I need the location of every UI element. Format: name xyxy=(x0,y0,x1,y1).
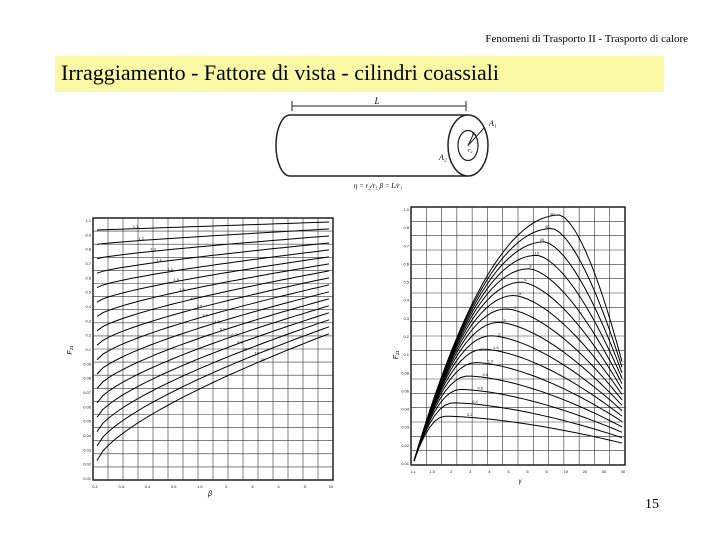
left-y-tick-label: 0.07 xyxy=(83,390,91,395)
right-y-tick-label: 0.02 xyxy=(401,442,409,448)
right-y-tick-label: 0.3 xyxy=(403,315,409,321)
left-y-tick-label: 0.2 xyxy=(85,332,91,338)
right-y-tick-label: 0.5 xyxy=(403,279,409,285)
left-curve-label: 8.0 xyxy=(237,339,243,345)
right-y-tick-label: 0.8 xyxy=(403,225,409,231)
right-curve-label: 1.5 xyxy=(493,344,499,350)
left-x-tick-label: 1.0 xyxy=(197,484,203,489)
right-x-tick-label: 1.5 xyxy=(429,469,435,474)
right-x-tick-label: 8 xyxy=(545,469,548,474)
left-curve-label: 3.0 xyxy=(202,312,208,318)
left-y-tick-label: 0.3 xyxy=(85,318,91,324)
left-y-tick-label: 0.9 xyxy=(85,232,91,238)
left-curve-label: 20 xyxy=(260,356,265,362)
left-chart-y-label: F₂₁ xyxy=(67,345,74,355)
right-x-tick-label: 30 xyxy=(601,469,607,474)
right-chart-y-ticks xyxy=(401,207,410,466)
left-y-tick-label: 1.1 xyxy=(85,218,91,223)
left-curve-label: 1.2 xyxy=(138,235,145,241)
slide-title: Irraggiamento - Fattore di vista - cilindri coassiali xyxy=(61,60,500,85)
left-y-tick-label: 0.5 xyxy=(85,289,91,295)
left-y-tick-label: 0.02 xyxy=(83,461,91,467)
course-header: Fenomeni di Trasporto II - Trasporto di calore xyxy=(485,33,688,45)
formula-label: η = r₂/r₁ β = L/r₁ xyxy=(353,182,403,190)
left-y-tick-label: 0.01 xyxy=(83,476,91,481)
left-y-tick-label: 0.04 xyxy=(83,433,91,438)
right-y-tick-label: 0.1 xyxy=(403,352,409,358)
right-y-tick-label: 0.03 xyxy=(401,424,409,430)
left-curve-label: 5.0 xyxy=(219,326,226,332)
left-curve-label: 2.5 xyxy=(196,303,203,309)
left-x-tick-label: 5 xyxy=(303,484,306,489)
left-y-tick-label: 0.7 xyxy=(85,261,91,266)
right-x-tick-label: 3 xyxy=(469,469,472,474)
left-curve-label: 12 xyxy=(254,350,260,356)
inner-area-label: A₂ xyxy=(439,153,447,162)
left-curve-label: 1.5 xyxy=(167,267,174,273)
right-curve-label: 10 xyxy=(534,250,540,256)
left-x-tick-label: 10 xyxy=(328,484,334,489)
right-curve-label: 8 xyxy=(529,263,532,269)
right-curve-label: 1.0 xyxy=(487,358,494,364)
right-curve-label: 3 xyxy=(503,317,506,323)
right-chart-x-label: γ xyxy=(518,479,522,485)
right-x-tick-label: 4 xyxy=(488,469,491,474)
right-curve-label: 5 xyxy=(519,291,522,297)
left-y-tick-label: 0.06 xyxy=(83,404,91,410)
right-x-tick-label: 40 xyxy=(620,469,626,474)
right-y-tick-label: 0.08 xyxy=(401,370,409,376)
left-curve-label: 4.0 xyxy=(214,318,220,324)
right-y-tick-label: 0.04 xyxy=(401,406,409,412)
page-number: 15 xyxy=(645,497,659,512)
left-x-tick-label: 0.5 xyxy=(170,484,177,489)
right-curve-label: 20 xyxy=(539,237,545,243)
right-curve-label: 0.2 xyxy=(467,412,473,418)
left-y-tick-label: 0.8 xyxy=(85,246,91,252)
right-y-tick-label: 0.6 xyxy=(403,261,409,267)
right-x-tick-label: 5 xyxy=(507,469,510,474)
right-y-tick-label: 0.4 xyxy=(403,297,409,303)
right-x-tick-label: 20 xyxy=(582,469,588,474)
right-chart-x-ticks xyxy=(410,469,626,474)
left-y-tick-label: 0.05 xyxy=(83,418,91,424)
left-curve-label: 2.0 xyxy=(190,294,197,300)
left-curve-label: 10 xyxy=(243,346,248,352)
right-x-tick-label: 2 xyxy=(450,469,453,474)
right-chart-y-label: F₁₁ xyxy=(393,350,400,360)
left-curve-label: 1.1 xyxy=(132,223,139,229)
right-curve-label: 2 xyxy=(498,331,501,337)
left-x-tick-label: 4 xyxy=(277,484,280,489)
left-x-tick-label: 0.3 xyxy=(118,484,125,489)
left-curve-label: 1.6 xyxy=(173,277,179,283)
left-chart-x-label: β xyxy=(208,491,212,498)
left-y-tick-label: 0.03 xyxy=(83,447,91,453)
right-curve-label: 4 xyxy=(513,304,517,310)
left-y-tick-label: 0.6 xyxy=(85,275,91,281)
right-y-tick-label: 0.06 xyxy=(401,388,409,394)
left-y-tick-label: 0.1 xyxy=(85,347,91,352)
right-y-tick-label: 1.0 xyxy=(403,207,409,212)
right-curve-label: 6 xyxy=(524,277,527,283)
left-y-tick-label: 0.09 xyxy=(83,361,91,367)
right-x-tick-label: 6 xyxy=(526,469,529,474)
left-curve-label: 6.0 xyxy=(231,332,237,338)
left-curve-label: 1.8 xyxy=(179,286,185,292)
r2-label: r₂ xyxy=(468,148,473,154)
r1-label: r₁ xyxy=(472,131,477,137)
left-x-tick-label: 2 xyxy=(224,484,228,489)
right-curve-label: 0.4 xyxy=(472,398,478,404)
right-curve-label: 40 xyxy=(545,224,550,230)
left-x-tick-label: 0.4 xyxy=(144,484,151,489)
right-y-tick-label: 0.01 xyxy=(401,461,409,466)
right-curve-label: 0.6 xyxy=(477,385,483,391)
left-x-tick-label: 0.2 xyxy=(92,484,98,489)
outer-area-label: A₁ xyxy=(489,119,497,128)
right-curve-label: 0.8 xyxy=(482,372,489,378)
right-x-tick-label: 10 xyxy=(563,469,568,474)
right-y-tick-label: 0.7 xyxy=(403,243,409,249)
left-y-tick-label: 0.4 xyxy=(85,304,91,309)
right-y-tick-label: 0.2 xyxy=(403,334,409,339)
left-y-tick-label: 0.08 xyxy=(83,375,91,381)
length-label: L xyxy=(374,96,380,106)
left-curve-label: 1.4 xyxy=(156,257,162,263)
right-curve-label: 80 xyxy=(550,211,555,217)
left-curve-label: 1.3 xyxy=(150,246,156,252)
right-x-tick-label: 1.1 xyxy=(410,469,416,474)
left-x-tick-label: 3 xyxy=(251,484,254,489)
